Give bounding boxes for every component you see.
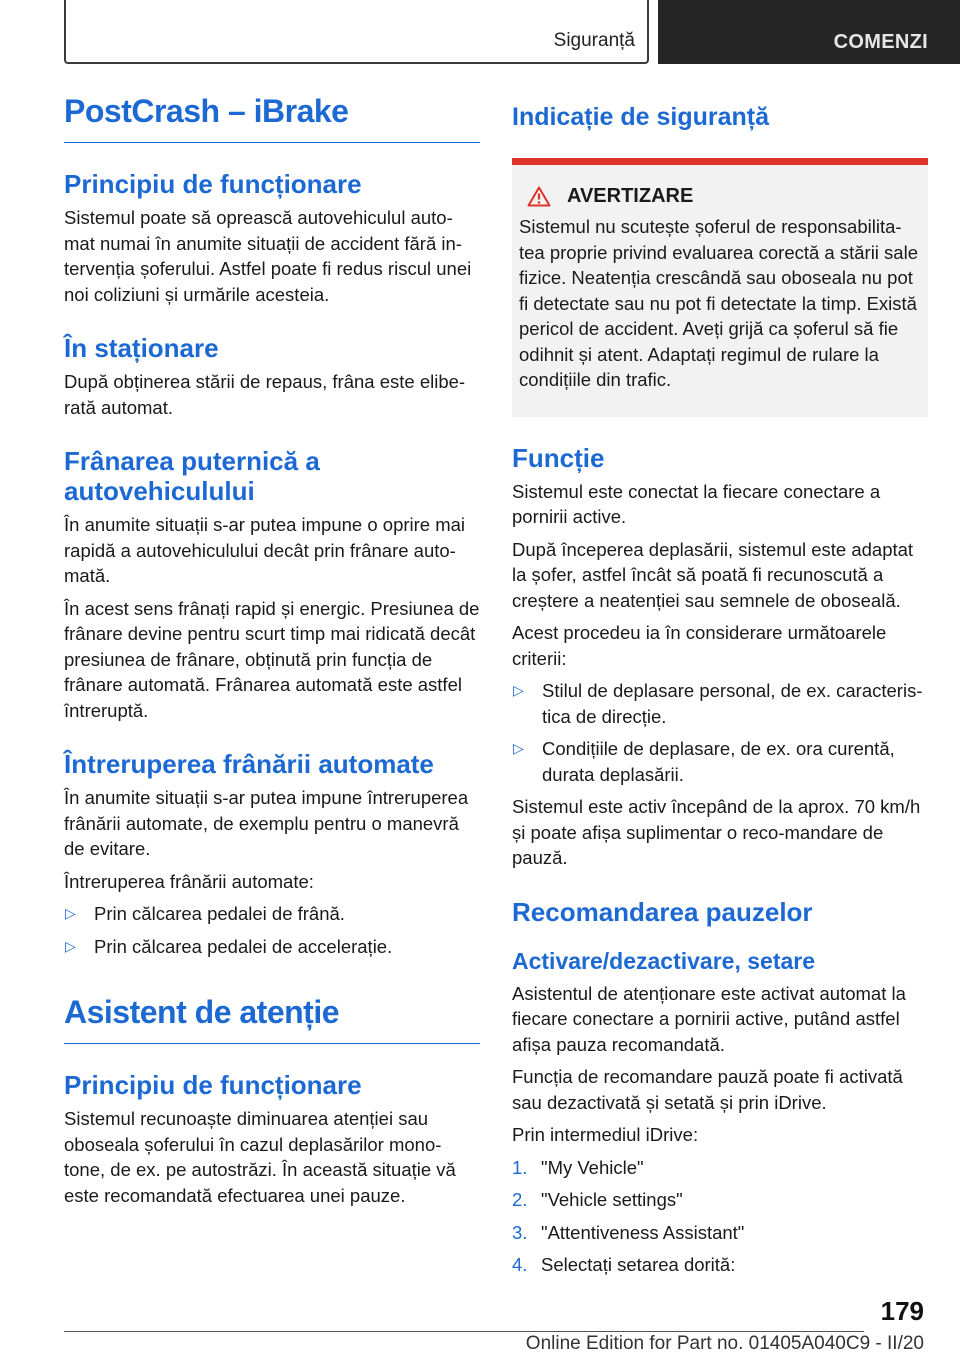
heading-activare: Activare/dezactivare, setare [512, 947, 816, 974]
list-item [64, 901, 480, 927]
list-item [512, 736, 928, 787]
header-chapter-label: COMENZI [833, 31, 928, 53]
text-functie-3: Acest procedeu ia în considerare următoarele criterii: [512, 622, 887, 669]
triangle-bullet-icon: ▷ [513, 740, 524, 756]
heading-recomandarea: Recomandarea pauzelor [512, 896, 813, 927]
heading-franarea: Frânarea puternică a autovehiculului [64, 446, 320, 506]
heading-indicatie: Indicație de siguranță [512, 103, 770, 131]
step-text: "My Vehicle" [541, 1156, 644, 1178]
text-functie-2: După începerea deplasării, sistemul este adaptat la șofer, astfel încât să poată fi recunoscută a creștere a neatenției sau semnele de oboseală. [512, 538, 914, 611]
text-franarea-2: În acest sens frânați rapid și energic. Presiunea de frânare devine pentru scurt timp mai ridicată decât presiunea de frânare, obținută prin funcția de frânare automată. Frânarea automată este astfel întreruptă. [64, 597, 480, 721]
heading-asistent: Asistent de atenție [64, 993, 480, 1044]
step-text: "Attentiveness Assistant" [541, 1221, 745, 1243]
heading-stationare: În staționare [64, 333, 219, 363]
warning-text: Sistemul nu scutește șoferul de responsabilita-tea proprie privind evaluarea corectă a stării sale fizice. Neatenția crescândă sau oboseala nu pot fi detectate sau nu pot fi detectate la timp. Există pericol de accident. Aveți grijă ca șoferul să fie odihnit și atent. Adaptați regimul de rulare la condițiile din trafic. [519, 216, 918, 390]
step-number: 4. [512, 1254, 528, 1275]
warning-box [512, 158, 928, 417]
list-item-text: Prin călcarea pedalei de accelerație. [94, 935, 393, 957]
heading-principiu-2: Principiu de funcționare [64, 1070, 362, 1100]
step-number: 3. [512, 1221, 528, 1243]
heading-functie: Funcție [512, 442, 605, 473]
step-number: 2. [512, 1189, 528, 1210]
text-functie-1: Sistemul este conectat la fiecare conectare a pornirii active. [512, 480, 881, 527]
right-column [512, 92, 928, 1278]
text-principiu-1: Sistemul poate să oprească autovehiculul auto-mat numai în anumite situații de accident fără in-tervenția șoferului. Astfel poate fi redus riscul unei noi coliziuni și urmările acesteia. [64, 207, 472, 305]
text-principiu-2: Sistemul recunoaște diminuarea atenției sau oboseala șoferului în cazul deplasărilor mono-tone, de ex. pe autostrăzi. În această situație vă este recomandată efectuarea unei pauze. [64, 1108, 456, 1206]
heading-intreruperea: Întreruperea frânării automate [64, 749, 434, 779]
step-item [512, 1220, 928, 1246]
text-intreruperea-2: Întreruperea frânării automate: [64, 870, 314, 892]
footer-edition: Online Edition for Part no. 01405A040C9 - II/20 [525, 1333, 924, 1354]
text-activare-1: Asistentul de atenționare este activat automat la fiecare conectare a pornirii active, putând astfel afișa pauza recomandată. [512, 982, 906, 1055]
header-section-label: Siguranță [553, 30, 635, 51]
step-item [512, 1155, 928, 1181]
step-text: Selectați setarea dorită: [541, 1254, 736, 1275]
warning-title: AVERTIZARE [567, 185, 694, 207]
text-franarea-1: În anumite situații s-ar putea impune o oprire mai rapidă a autovehiculului decât prin frânare auto-mată. [64, 514, 466, 586]
header-section-tab [64, 0, 649, 64]
triangle-bullet-icon: ▷ [513, 682, 524, 698]
left-column [64, 92, 480, 1208]
text-intreruperea-1: În anumite situații s-ar putea impune întreruperea frânării automate, de exemplu pentru o manevră de evitare. [64, 787, 469, 859]
page-number: 179 [880, 1296, 924, 1326]
step-item [512, 1252, 928, 1278]
list-item-text: Stilul de deplasare personal, de ex. caracteris-tica de direcție. [542, 680, 923, 727]
list-item-text: Condițiile de deplasare, de ex. ora curentă, durata deplasării. [542, 738, 895, 785]
triangle-bullet-icon: ▷ [65, 937, 76, 954]
warning-triangle-icon [527, 186, 551, 207]
step-item [512, 1187, 928, 1213]
step-text: "Vehicle settings" [541, 1189, 683, 1210]
heading-principiu-1: Principiu de funcționare [64, 169, 362, 199]
footer-divider [64, 1331, 864, 1332]
list-item-text: Prin călcarea pedalei de frână. [94, 903, 345, 924]
header-chapter-tab [658, 0, 960, 64]
step-number: 1. [512, 1156, 528, 1178]
text-activare-3: Prin intermediul iDrive: [512, 1124, 699, 1145]
text-stationare: După obținerea stării de repaus, frâna este elibe-rată automat. [64, 371, 466, 418]
list-item [512, 678, 928, 729]
warning-header [519, 185, 920, 208]
text-functie-4: Sistemul este activ începând de la aprox. 70 km/h și poate afișa suplimentar o reco-mandare de pauză. [512, 796, 921, 868]
list-item [64, 934, 480, 960]
text-activare-2: Funcția de recomandare pauză poate fi activată sau dezactivată și setată și prin iDrive. [512, 1066, 903, 1113]
heading-postcrash: PostCrash – iBrake [64, 92, 480, 143]
triangle-bullet-icon: ▷ [65, 905, 76, 921]
